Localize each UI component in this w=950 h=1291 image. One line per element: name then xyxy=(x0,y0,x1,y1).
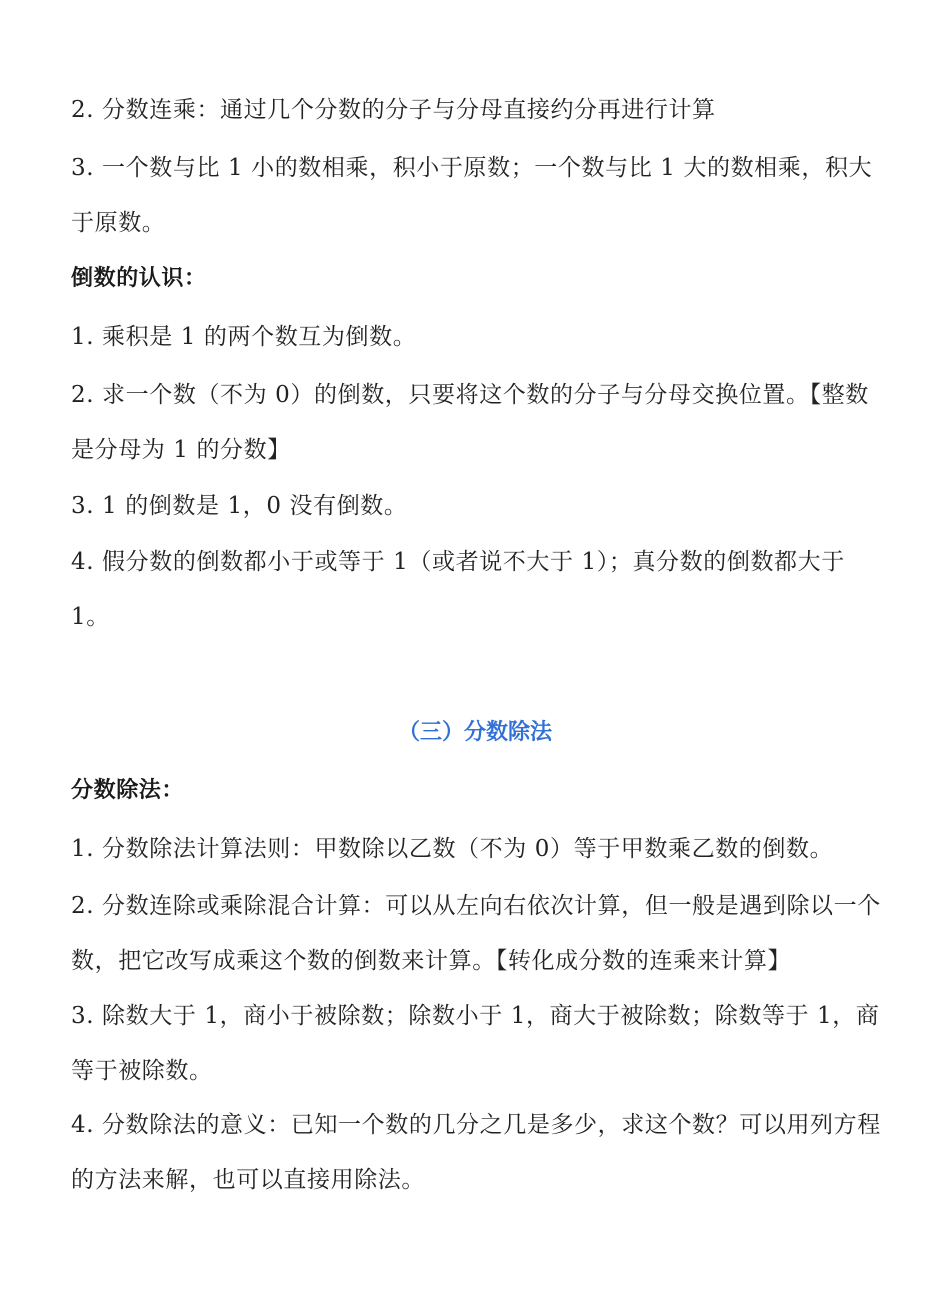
section-title: （三）分数除法 xyxy=(397,720,552,745)
list-item: 1. 分数除法计算法则：甲数除以乙数（不为 0）等于甲数乘乙数的倒数。 xyxy=(71,836,834,862)
list-item: 3. 一个数与比 1 小的数相乘，积小于原数；一个数与比 1 大的数相乘，积大于原数。 xyxy=(71,155,873,236)
list-item: 3. 1 的倒数是 1，0 没有倒数。 xyxy=(71,493,408,519)
reciprocal-heading: 倒数的认识： xyxy=(71,266,207,291)
list-item: 3. 除数大于 1，商小于被除数；除数小于 1，商大于被除数；除数等于 1，商等于被除数。 xyxy=(71,1003,880,1084)
list-item: 1. 乘积是 1 的两个数互为倒数。 xyxy=(71,324,417,350)
list-item: 2. 分数连乘：通过几个分数的分子与分母直接约分再进行计算 xyxy=(71,97,716,123)
list-item: 2. 分数连除或乘除混合计算：可以从左向右依次计算，但一般是遇到除以一个数，把它改写成乘这个数的倒数来计算。【转化成分数的连乘来计算】 xyxy=(71,893,881,974)
list-item: 4. 分数除法的意义：已知一个数的几分之几是多少，求这个数？可以用列方程的方法来解，也可以直接用除法。 xyxy=(71,1112,881,1193)
division-heading: 分数除法： xyxy=(71,778,185,803)
list-item: 2. 求一个数（不为 0）的倒数，只要将这个数的分子与分母交换位置。【整数是分母为 1 的分数】 xyxy=(71,382,869,463)
list-item: 4. 假分数的倒数都小于或等于 1（或者说不大于 1）；真分数的倒数都大于 1。 xyxy=(71,549,845,630)
